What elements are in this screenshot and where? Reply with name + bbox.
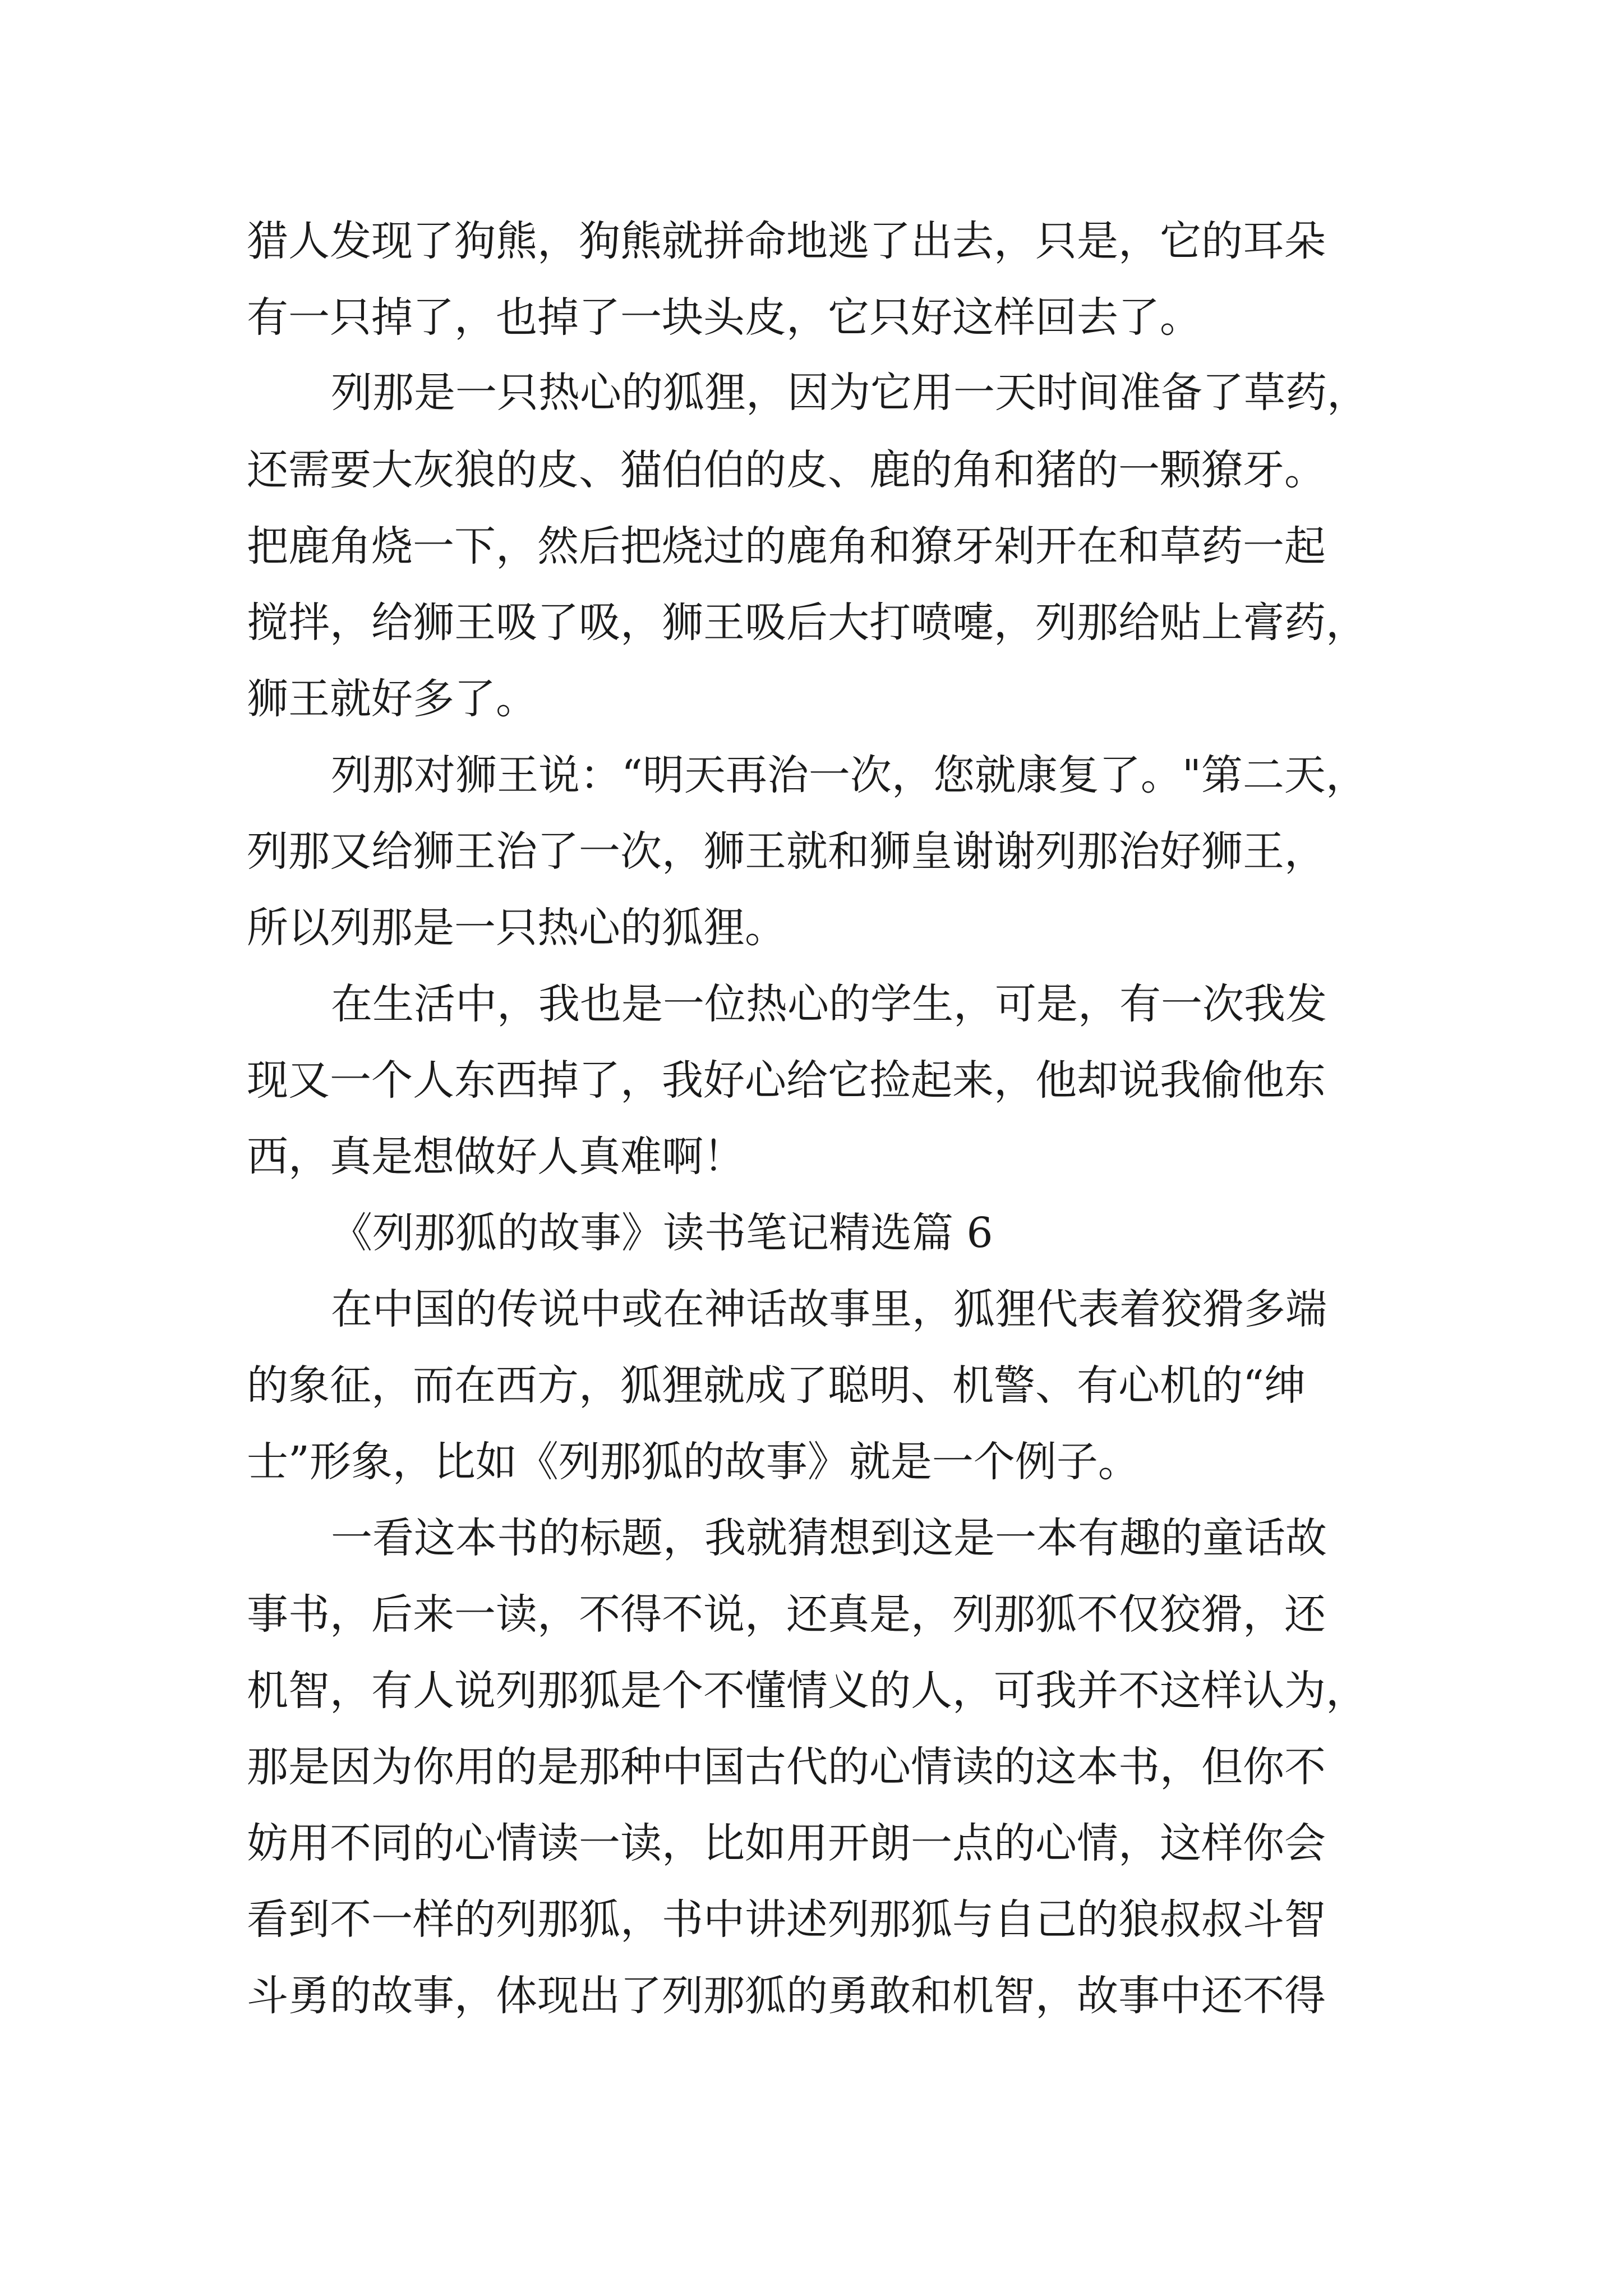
- text-line: 狮王就好多了。: [247, 675, 537, 723]
- paragraph-start: 在中国的传说中或在神话故事里，狐狸代表着狡猾多端: [331, 1285, 1327, 1333]
- text-line: 士”形象，比如《列那狐的故事》就是一个例子。: [247, 1438, 1140, 1486]
- text-line: 那是因为你用的是那种中国古代的心情读的这本书，但你不: [247, 1743, 1326, 1791]
- text-line: 的象征，而在西方，狐狸就成了聪明、机警、有心机的“绅: [247, 1361, 1306, 1410]
- text-line: 列那又给狮王治了一次，狮王就和狮皇谢谢列那治好狮王，: [247, 827, 1326, 876]
- text-line: 机智，有人说列那狐是个不懂情义的人，可我并不这样认为，: [247, 1667, 1367, 1715]
- text-line: 斗勇的故事，体现出了列那狐的勇敢和机智，故事中还不得: [247, 1972, 1326, 2020]
- paragraph-start: 在生活中，我也是一位热心的学生，可是，有一次我发: [331, 980, 1327, 1028]
- text-line: 所以列那是一只热心的狐狸。: [247, 904, 786, 952]
- text-line: 看到不一样的列那狐，书中讲述列那狐与自己的狼叔叔斗智: [247, 1895, 1326, 1944]
- section-heading: 《列那狐的故事》读书笔记精选篇 6: [331, 1209, 993, 1257]
- text-line: 现又一个人东西掉了，我好心给它捡起来，他却说我偷他东: [247, 1056, 1326, 1105]
- text-line: 事书，后来一读，不得不说，还真是，列那狐不仅狡猾，还: [247, 1590, 1326, 1639]
- text-line: 还需要大灰狼的皮、猫伯伯的皮、鹿的角和猪的一颗獠牙。: [247, 446, 1326, 494]
- text-line: 有一只掉了，也掉了一块头皮，它只好这样回去了。: [247, 293, 1201, 342]
- paragraph-start: 一看这本书的标题，我就猜想到这是一本有趣的童话故: [331, 1514, 1327, 1562]
- text-line: 把鹿角烧一下，然后把烧过的鹿角和獠牙剁开在和草药一起: [247, 522, 1326, 570]
- text-line: 妨用不同的心情读一读，比如用开朗一点的心情，这样你会: [247, 1819, 1326, 1867]
- text-line: 搅拌，给狮王吸了吸，狮王吸后大打喷嚏，列那给贴上膏药，: [247, 599, 1367, 647]
- text-line: 猎人发现了狗熊，狗熊就拼命地逃了出去，只是，它的耳朵: [247, 217, 1326, 265]
- text-line: 西，真是想做好人真难啊！: [247, 1133, 745, 1181]
- paragraph-start: 列那对狮王说：“明天再治一次，您就康复了。"第二天，: [331, 751, 1367, 799]
- paragraph-start: 列那是一只热心的狐狸，因为它用一天时间准备了草药，: [331, 369, 1368, 417]
